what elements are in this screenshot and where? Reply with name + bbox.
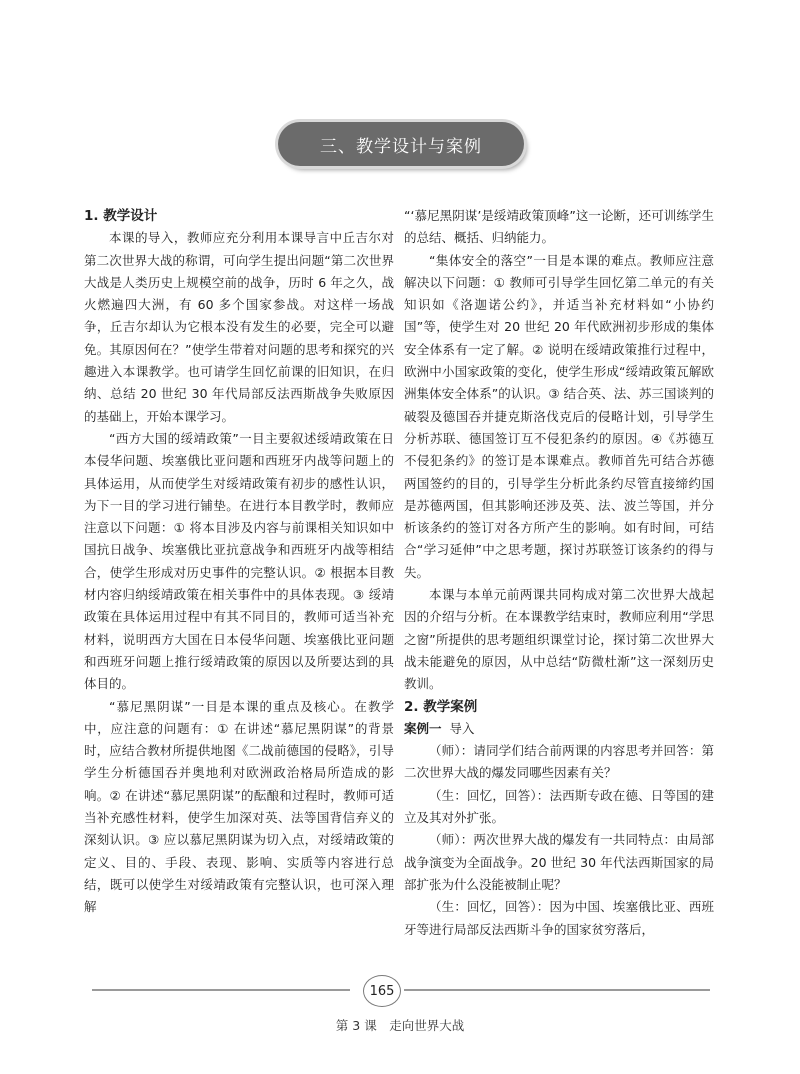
paragraph: 本课与本单元前两课共同构成对第二次世界大战起因的介绍与分析。在本课教学结束时，教师应利用“学思之窗”所提供的思考题组织课堂讨论，探讨第二次世界大战未能避免的原因，从中总结“防微杜渐”这一深刻历史教训。 [404,587,714,692]
case-title [404,718,714,740]
paragraph: “慕尼黑阴谋”一目是本课的重点及核心。在教学中，应注意的问题有：① 在讲述“慕尼黑阴谋”的背景时，应结合教材所提供地图《二战前德国的侵略》，引导学生分析德国吞并奥地利对欧洲政治格局所造成的影响。② 在讲述“慕尼黑阴谋”的酝酿和过程时，教师可适当补充感性材料，使学生加深对英、法等国背信弃义的深刻认识。③ 应以慕尼黑阴谋为切入点，对绥靖政策的定义、目的、手段、表现、影响、实质等内容进行总结，既可以使学生对绥靖政策有完整认识，也可深入理解 [84,698,394,915]
paragraph: “西方大国的绥靖政策”一目主要叙述绥靖政策在日本侵华问题、埃塞俄比亚问题和西班牙内战等问题上的具体运用，从而使学生对绥靖政策有初步的感性认识，为下一目的学习进行铺垫。在进行本目教学时，教师应注意以下问题：① 将本目涉及内容与前课相关知识如中国抗日战争、埃塞俄比亚抗意战争和西班牙内战等相结合，使学生形成对历史事件的完整认识。② 根据本目教材内容归纳绥靖政策在相关事件中的具体表现。③ 绥靖政策在具体运用过程中有其不同目的，教师可适当补充材料，说明西方大国在日本侵华问题、埃塞俄比亚问题和西班牙问题上推行绥靖政策的原因以及所要达到的具体目的。 [84,430,394,692]
teaching-design-heading: 1. 教学设计 [84,208,158,224]
right-column [404,205,714,941]
section-banner [278,122,524,166]
left-column [84,205,394,919]
dialogue-line: （师）：两次世界大战的爆发有一共同特点：由局部战争演变为全面战争。20 世纪 30 年代法西斯国家的局部扩张为什么没能被制止呢？ [404,832,714,892]
footer-divider-right [404,989,710,991]
case-subtitle: 导入 [449,720,475,736]
paragraph: “集体安全的落空”一目是本课的难点。教师应注意解决以下问题：① 教师可引导学生回忆第二单元的有关知识如《洛迦诺公约》，并适当补充材料如“小协约国”等，使学生对 20 世纪 20 年代欧洲初步形成的集体安全体系有一定了解。② 说明在绥靖政策推行过程中，欧洲中小国家政策的变化，使学生形成“绥靖政策瓦解欧洲集体安全体系”的认识。③ 结合英、法、苏三国谈判的破裂及德国吞并捷克斯洛伐克后的侵略计划，引导学生分析苏联、德国签订互不侵犯条约的原因。④《苏德互不侵犯条约》的签订是本课难点。教师首先可结合苏德两国签约的目的，引导学生分析此条约尽管直接缔约国是苏德两国，但其影响还涉及英、法、波兰等国，并分析该条约的签订对各方所产生的影响。如有时间，可结合“学习延伸”中之思考题，探讨苏联签订该条约的得与失。 [404,252,714,580]
footer-divider-left [92,989,350,991]
page-number-text: 165 [369,983,395,999]
teaching-case-heading: 2. 教学案例 [404,698,478,715]
dialogue-line: （生：回忆，回答）：因为中国、埃塞俄比亚、西班牙等进行局部反法西斯斗争的国家贫穷落后， [404,899,714,937]
footer-lesson-title: 第 3 课 走向世界大战 [335,1018,465,1033]
dialogue-line: （师）：请同学们结合前两课的内容思考并回答：第二次世界大战的爆发同哪些因素有关？ [404,743,714,781]
section-title: 三、教学设计与案例 [320,136,482,157]
dialogue-line: （生：回忆，回答）：法西斯专政在德、日等国的建立及其对外扩张。 [404,787,714,826]
paragraph: “‘慕尼黑阴谋’是绥靖政策顶峰”这一论断，还可训练学生的总结、概括、归纳能力。 [404,208,714,246]
paragraph: 本课的导入，教师应充分利用本课导言中丘吉尔对第二次世界大战的称谓，可向学生提出问题“第二次世界大战是人类历史上规模空前的战争，历时 6 年之久，战火燃遍四大洲，有 60 多个国家参战。对这样一场战争，丘吉尔却认为它根本没有发生的必要，完全可以避免。其原因何在？”使学生带着对问题的思考和探究的兴趣进入本课教学。也可请学生回忆前课的旧知识，在归纳、总结 20 世纪 30 年代局部反法西斯战争失败原因的基础上，开始本课学习。 [84,230,394,424]
page-number [363,975,401,1007]
case-label: 案例一 [404,720,442,736]
